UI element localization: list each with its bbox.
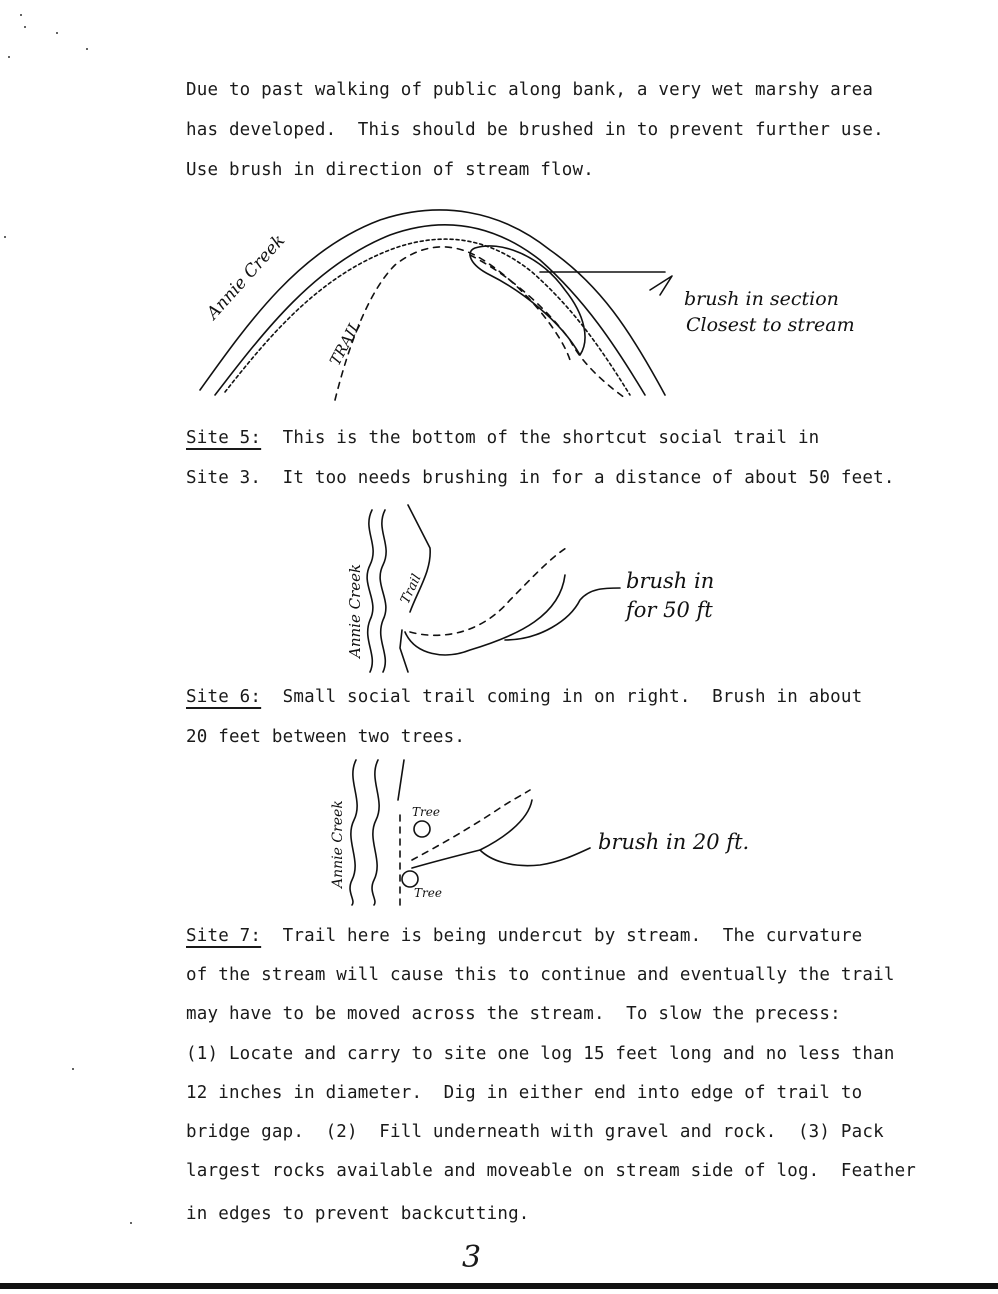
- site7-line-5: 12 inches in diameter. Dig in either end into edge of trail to: [186, 1083, 863, 1103]
- trail-edge-a: [398, 760, 404, 800]
- site7-heading: Site 7:: [186, 926, 262, 946]
- sketch2-note-line-2: for 50 ft: [626, 598, 713, 622]
- scan-speck: [130, 1222, 132, 1224]
- intro-line-1: Due to past walking of public along bank, a very wet marshy area: [186, 80, 874, 100]
- site7-paragraph: [186, 926, 862, 946]
- site7-line-3: may have to be moved across the stream. To slow the precess:: [186, 1004, 841, 1024]
- sketch1-creek-label: Annie Creek: [203, 230, 290, 324]
- sketch1-trail-label: TRAIL: [326, 317, 365, 369]
- site7-line-8: in edges to prevent backcutting.: [186, 1204, 530, 1224]
- site7-line-7: largest rocks available and moveable on stream side of log. Feather: [186, 1161, 917, 1181]
- sketch2-note-line-1: brush in: [626, 569, 715, 593]
- scan-speck: [72, 1068, 74, 1070]
- sketch2-trail-label: Trail: [398, 571, 425, 607]
- creek-bank-left-a: [350, 760, 357, 905]
- scan-speck: [8, 56, 10, 58]
- tree-bottom-symbol: [402, 871, 418, 887]
- site7-line-2: of the stream will cause this to continue and eventually the trail: [186, 965, 895, 985]
- scan-speck: [56, 32, 58, 34]
- sketch2-creek-label: Annie Creek: [346, 563, 364, 658]
- sketch1-note-line-1: brush in section: [684, 288, 839, 310]
- site5-heading: Site 5:: [186, 428, 262, 448]
- page-number: 3: [462, 1240, 482, 1275]
- page-bottom-rule: [0, 1283, 998, 1289]
- site7-line-6: bridge gap. (2) Fill underneath with gravel and rock. (3) Pack: [186, 1122, 884, 1142]
- scan-speck: [4, 236, 6, 238]
- sketch3-creek-label: Annie Creek: [330, 800, 346, 888]
- creek-bank-left-b: [372, 760, 379, 905]
- tree-top-symbol: [414, 821, 430, 837]
- sketch3-note: brush in 20 ft.: [598, 830, 750, 854]
- sketch3-tree-label-top: Tree: [412, 805, 440, 819]
- site6-line-1: Small social trail coming in on right. Brush in about: [261, 687, 863, 707]
- note-pointer-3: [480, 848, 590, 866]
- scan-speck: [24, 26, 26, 28]
- site5-line-1: This is the bottom of the shortcut social trail in: [261, 428, 820, 448]
- site7-line-4: (1) Locate and carry to site one log 15 feet long and no less than: [186, 1044, 895, 1064]
- site6-heading: Site 6:: [186, 687, 262, 707]
- sketch3-tree-label-bottom: Tree: [414, 886, 442, 900]
- scan-speck: [86, 48, 88, 50]
- site5-line-2: Site 3. It too needs brushing in for a distance of about 50 feet.: [186, 468, 895, 488]
- sketch1-note-line-2: Closest to stream: [686, 314, 855, 336]
- intro-line-3: Use brush in direction of stream flow.: [186, 160, 594, 180]
- site7-line-1: Trail here is being undercut by stream. The curvature: [261, 926, 863, 946]
- scan-speck: [20, 14, 22, 16]
- site6-line-2: 20 feet between two trees.: [186, 727, 466, 747]
- intro-line-2: has developed. This should be brushed in to prevent further use.: [186, 120, 884, 140]
